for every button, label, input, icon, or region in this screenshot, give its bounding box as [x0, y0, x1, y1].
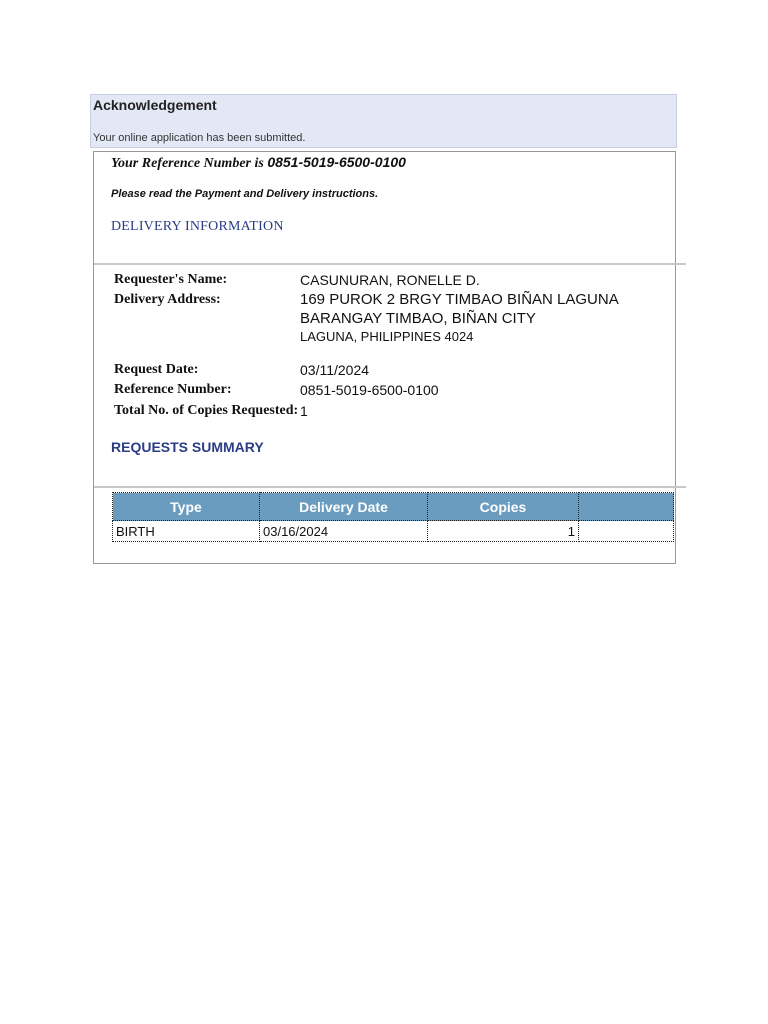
cell-copies: 1: [428, 521, 579, 542]
cell-extra: [579, 521, 674, 542]
cell-delivery-date: 03/16/2024: [260, 521, 428, 542]
acknowledgement-subtitle: Your online application has been submitted.: [93, 132, 306, 144]
delivery-address-label: Delivery Address:: [114, 292, 221, 307]
payment-instructions: Please read the Payment and Delivery instructions.: [111, 188, 379, 200]
request-date-label: Request Date:: [114, 362, 199, 377]
total-copies-label: Total No. of Copies Requested:: [114, 403, 299, 418]
reference-line: [111, 154, 406, 172]
requests-table: [112, 492, 674, 542]
requester-name-label: Requester's Name:: [114, 272, 228, 287]
column-header-delivery-date: Delivery Date: [260, 493, 428, 521]
reference-number-label: Reference Number:: [114, 382, 232, 397]
delivery-address-line1: 169 PUROK 2 BRGY TIMBAO BIÑAN LAGUNA: [300, 291, 619, 308]
table-header-row: [113, 493, 674, 521]
column-header-type: Type: [113, 493, 260, 521]
delivery-section-title: DELIVERY INFORMATION: [111, 219, 284, 234]
cell-type: BIRTH: [113, 521, 260, 542]
reference-prefix: Your Reference Number is: [111, 156, 264, 171]
application-panel: [93, 151, 676, 564]
request-date-value: 03/11/2024: [300, 362, 370, 378]
delivery-address-line2: BARANGAY TIMBAO, BIÑAN CITY: [300, 310, 536, 327]
acknowledgement-header: [90, 94, 677, 148]
section-divider: [94, 263, 686, 265]
total-copies-value: 1: [300, 403, 308, 419]
acknowledgement-title: Acknowledgement: [93, 97, 217, 113]
reference-number: 0851-5019-6500-0100: [267, 154, 406, 170]
delivery-address-line3: LAGUNA, PHILIPPINES 4024: [300, 329, 474, 344]
requests-summary-title: REQUESTS SUMMARY: [111, 439, 264, 455]
section-divider: [94, 486, 686, 488]
table-row: [113, 521, 674, 542]
reference-number-value: 0851-5019-6500-0100: [300, 382, 439, 398]
column-header-extra: [579, 493, 674, 521]
requester-name-value: CASUNURAN, RONELLE D.: [300, 272, 480, 288]
column-header-copies: Copies: [428, 493, 579, 521]
